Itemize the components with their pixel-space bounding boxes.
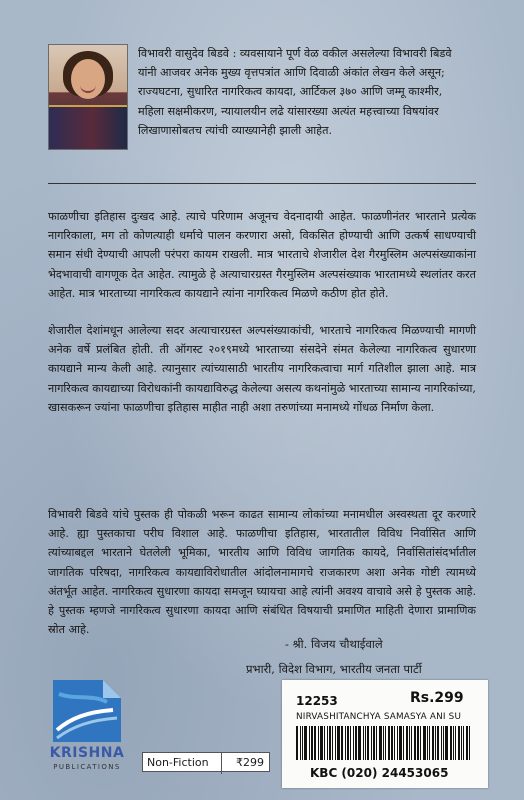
endorser-name: - श्री. विजय चौथाईवाले bbox=[285, 637, 383, 651]
genre-label: Non-Fiction bbox=[147, 756, 209, 769]
price-sticker bbox=[282, 680, 488, 788]
sticker-phone: KBC (020) 24453065 bbox=[310, 766, 449, 780]
barcode-icon bbox=[296, 726, 474, 760]
blurb-paragraph-2: शेजारील देशांमधून आलेल्या सदर अत्याचारग्रस्त अल्पसंख्याकांची, भारताचे नागरिकत्व मिळण्याची मागणी अनेक वर्षे प्रलंबित होती. ती ऑगस्ट २०१९मध्ये भारताच्या संसदेने संमत केलेल्या नागरिकत्व सुधारणा कायद्याने मान्य केली आहे. त्यानुसार त्यांच्यासाठी भारतीय नागरिकत्वाचा मार्ग गतिशील झाला आहे. मात्र नागरिकत्व कायद्याच्या विरोधकांनी कायद्याविरुद्ध केलेल्या असत्य कथनांमुळे भारताच्या सामान्य नागरिकांच्या, खासकरून ज्यांना फाळणीचा इतिहास माहीत नाही अशा तरुणांच्या मनामध्ये गोंधळ निर्माण केला. bbox=[48, 324, 476, 414]
blurb-paragraph-3: विभावरी बिडवे यांचे पुस्तक ही पोकळी भरून काढत सामान्य लोकांच्या मनामधील अस्वस्थता दूर करणारे आहे. ह्या पुस्तकाचा परीघ विशाल आहे. फाळणीचा इतिहास, भारतातील विविध निर्वासित आणि त्यांच्याबद्दल भारताने घेतलेली भूमिका, भारतीय आणि विविध जागतिक कायदे, निर्वासितांसंदर्भातील जागतिक परिषदा, नागरिकत्व कायद्याविरोधातील आंदोलनामागचे राजकारण अशा अनेक गोष्टी त्यामध्ये अंतर्भूत आहेत. नागरिकत्व सुधारणा कायदा समजून घ्यायचा आहे त्यांनी अवश्य वाचावे असे हे पुस्तक आहे. हे पुस्तक म्हणजे नागरिकत्व सुधारणा कायदा आणि संबंधित विषयाची प्रमाणित माहिती देणारा प्रामाणिक स्रोत आहे. bbox=[48, 508, 476, 637]
sticker-code: 12253 bbox=[296, 694, 338, 708]
cover-price: ₹299 bbox=[221, 753, 264, 774]
genre-price-box bbox=[142, 752, 270, 772]
endorser-title: प्रभारी, विदेश विभाग, भारतीय जनता पार्टी bbox=[246, 662, 422, 676]
publisher-name: KRISHNA bbox=[49, 745, 125, 761]
author-bio: विभावरी वासुदेव बिडवे : व्यवसायाने पूर्ण वेळ वकील असलेल्या विभावरी बिडवे यांनी आजवर अनेक मुख्य वृत्तपत्रांत आणि दिवाळी अंकांत लेखन केले असून; राज्यघटना, सुधारित नागरिकत्व कायदा, आर्टिकल ३७० आणि जम्मू काश्मीर, महिला सक्षमीकरण, न्यायालयीन लढे यांसारख्या अत्यंत महत्त्वाच्या विषयांवर लिखाणासोबतच त्यांची व्याख्यानेही झाली आहेत. bbox=[138, 47, 452, 137]
sticker-title: NIRVASHITANCHYA SAMASYA ANI SU bbox=[296, 712, 462, 722]
blurb-paragraph-1: फाळणीचा इतिहास दुःखद आहे. त्याचे परिणाम अजूनच वेदनादायी आहेत. फाळणीनंतर भारताने प्रत्येक नागरिकाला, मग तो कोणत्याही धर्माचे पालन करणारा असो, विकसित होण्याची आणि उत्कर्ष साधण्याची समान संधी देण्याची आपली परंपरा कायम राखली. मात्र भारताचे शेजारील देश गैरमुस्लिम अल्पसंख्याकांना भेदभावाची वागणूक देत आहेत. त्यामुळे हे अत्याचारग्रस्त गैरमुस्लिम अल्पसंख्याक भारतामध्ये स्थलांतर करत आहेत. मात्र भारताच्या नागरिकत्व कायद्याने त्यांना नागरिकत्व मिळणे कठीण होत होते. bbox=[48, 210, 476, 300]
sticker-price: Rs.299 bbox=[410, 690, 464, 706]
author-photo bbox=[48, 44, 128, 150]
publisher-sub: PUBLICATIONS bbox=[53, 763, 121, 771]
section-divider bbox=[48, 183, 476, 184]
